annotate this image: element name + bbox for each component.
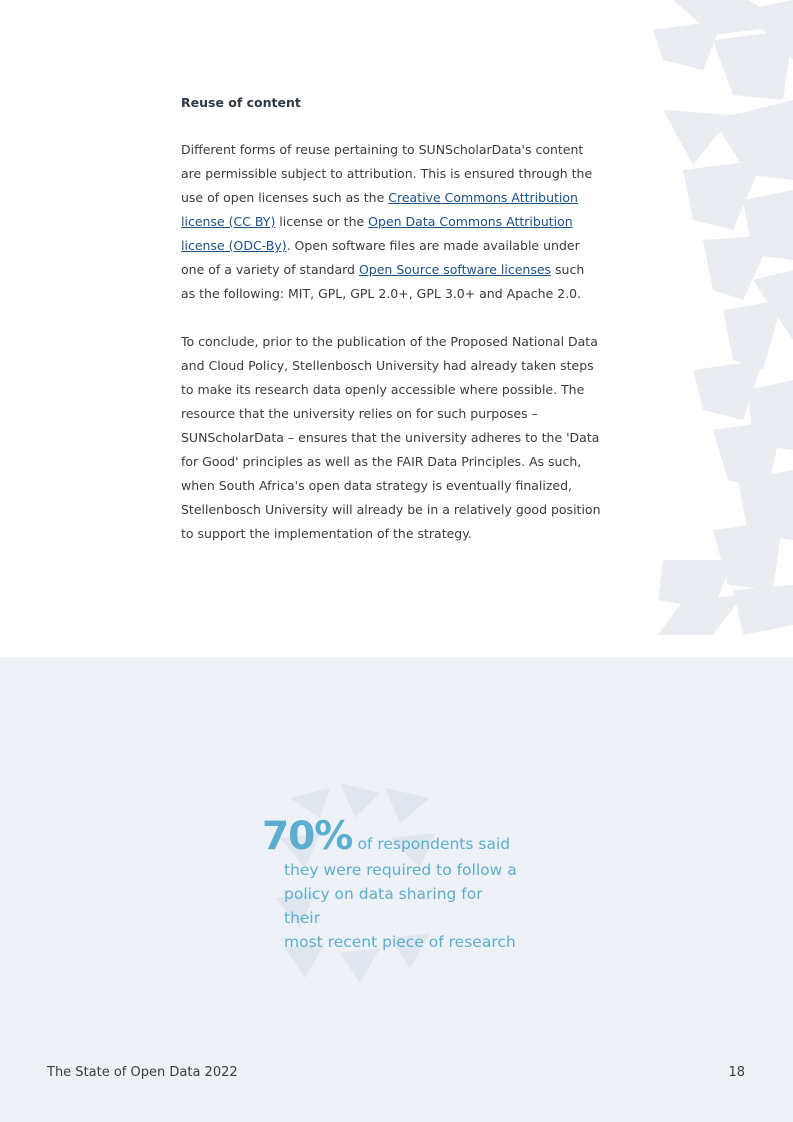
link-cc-by[interactable]: Creative Commons Attribution license (CC BY) bbox=[181, 190, 578, 229]
statistic-text-line3: policy on data sharing for their bbox=[284, 885, 483, 927]
link-open-source-licenses[interactable]: Open Source software licenses bbox=[358, 262, 552, 277]
statistic-text-line4: most recent piece of research bbox=[284, 933, 516, 951]
paragraph-text: Different forms of reuse pertaining to SUNScholarData's content are permissible subject to attribution. This is ensured through the use of open licenses such as the bbox=[181, 142, 593, 205]
section-heading: Reuse of content bbox=[181, 95, 301, 110]
statistic-percent: 70% bbox=[262, 814, 353, 859]
paragraph-text: such as the following: MIT, GPL, GPL 2.0+, GPL 3.0+ and Apache 2.0. bbox=[181, 262, 585, 301]
statistic-text-line2: they were required to follow a bbox=[284, 861, 517, 879]
paragraph-text: . Open software files are made available under one of a variety of standard bbox=[181, 238, 580, 277]
footer-title: The State of Open Data 2022 bbox=[47, 1065, 238, 1080]
statistic-callout bbox=[262, 812, 522, 954]
statistic-text-line1: of respondents said bbox=[357, 835, 511, 853]
main-content bbox=[181, 94, 601, 570]
paragraph-reuse bbox=[181, 138, 601, 306]
page-number: 18 bbox=[728, 1065, 745, 1080]
paragraph-text: license or the bbox=[275, 214, 369, 229]
arrow-pattern-decoration bbox=[653, 0, 793, 640]
link-odc-by[interactable]: Open Data Commons Attribution license (ODC-By) bbox=[181, 214, 573, 253]
paragraph-conclusion: To conclude, prior to the publication of the Proposed National Data and Cloud Policy, Stellenbosch University had already taken steps to make its research data openly accessible where possible. The resource that the university relies on for such purposes – SUNScholarData – ensures that the university adheres to the 'Data for Good' principles as well as the FAIR Data Principles. As such, when South Africa's open data strategy is eventually finalized, Stellenbosch University will already be in a relatively good position to support the implementation of the strategy. bbox=[181, 334, 601, 541]
